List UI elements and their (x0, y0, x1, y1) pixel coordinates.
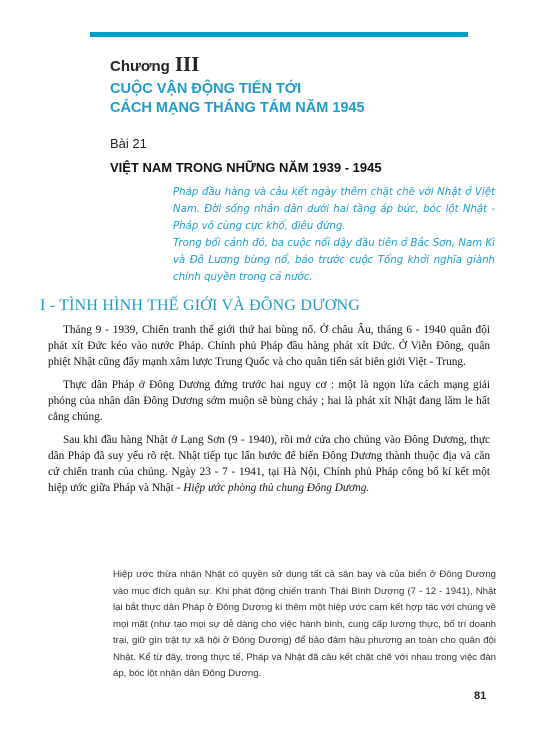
summary-paragraph-1: Pháp đầu hàng và câu kết ngày thêm chặt chẽ với Nhật ở Việt Nam. Đời sống nhân dân dưới hai tầng áp bức, bóc lột Nhật - Pháp vô cùng cực khổ, điêu đứng. (173, 187, 495, 232)
chapter-heading (110, 52, 199, 77)
chapter-title (110, 80, 450, 118)
summary-paragraph-2: Trong bối cảnh đó, ba cuộc nổi dậy đầu tiên ở Bắc Sơn, Nam Kì và Đô Lương bùng nổ, báo trước cuộc Tổng khởi nghĩa giành chính quyền trong cả nước. (173, 238, 495, 283)
body-paragraph-3 (48, 432, 490, 496)
page-number: 81 (474, 690, 487, 702)
lesson-title: VIỆT NAM TRONG NHỮNG NĂM 1939 - 1945 (110, 160, 382, 175)
treaty-name: Hiệp ước phòng thủ chung Đông Dương. (183, 482, 370, 494)
body-text (48, 322, 490, 503)
body-paragraph-1: Tháng 9 - 1939, Chiến tranh thế giới thứ hai bùng nổ. Ở châu Âu, tháng 6 - 1940 quân đội phát xít Đức kéo vào nước Pháp. Chính phủ Pháp đầu hàng phát xít Đức. Ở Viễn Đông, quân phiệt Nhật cũng đẩy mạnh xâm lược Trung Quốc và cho quân tiến sát biên giới Việt - Trung. (48, 324, 490, 368)
body-paragraph-3-text: Sau khi đầu hàng Nhật ở Lạng Sơn (9 - 1940), rồi mở cửa cho chúng vào Đông Dương, thực dân Pháp đã suy yếu rõ rệt. Nhật tiếp tục lấn bước để biến Đông Dương thành thuộc địa và căn cứ chiến tranh của chúng. Ngày 23 - 7 - 1941, tại Hà Nội, Chính phủ Pháp công bố kí kết một hiệp ước giữa Pháp và Nhật - (48, 434, 490, 494)
chapter-title-line2: CÁCH MẠNG THÁNG TÁM NĂM 1945 (110, 100, 365, 116)
chapter-label: Chương (110, 58, 170, 75)
section-title: I - TÌNH HÌNH THẾ GIỚI VÀ ĐÔNG DƯƠNG (40, 297, 361, 314)
lesson-label: Bài 21 (110, 136, 147, 151)
treaty-excerpt: Hiệp ước thừa nhận Nhật có quyền sử dụng tất cả sân bay và của biển ở Đông Dương vào mục đích quân sự. Khi phát động chiến tranh Thái Bình Dương (7 - 12 - 1941), Nhật lại bắt thực dân Pháp ở Đông Dương kí thêm một hiệp ước cam kết hợp tác với chúng về mọi mặt (như tạo mọi sự dễ dàng cho việc hành binh, cung cấp lương thực, bố trí doanh trại, giữ gìn trật tự xã hội ở Đông Dương) để bảo đảm hậu phương an toàn cho quân đội Nhật. Kể từ đây, trong thực tế, Pháp và Nhật đã câu kết chặt chẽ với nhau trong việc đàn áp, bóc lột nhân dân Đông Dương. (113, 569, 496, 679)
chapter-title-line1: CUỘC VẬN ĐỘNG TIẾN TỚI (110, 81, 302, 97)
lesson-summary (173, 184, 495, 286)
header-accent-bar (90, 32, 468, 37)
body-paragraph-2: Thực dân Pháp ở Đông Dương đứng trước hai nguy cơ : một là ngọn lửa cách mạng giải phóng của nhân dân Đông Dương sớm muộn sẽ bùng cháy ; hai là phát xít Nhật đang lăm le hất cẳng chúng. (48, 379, 490, 423)
chapter-numeral: III (174, 52, 200, 76)
